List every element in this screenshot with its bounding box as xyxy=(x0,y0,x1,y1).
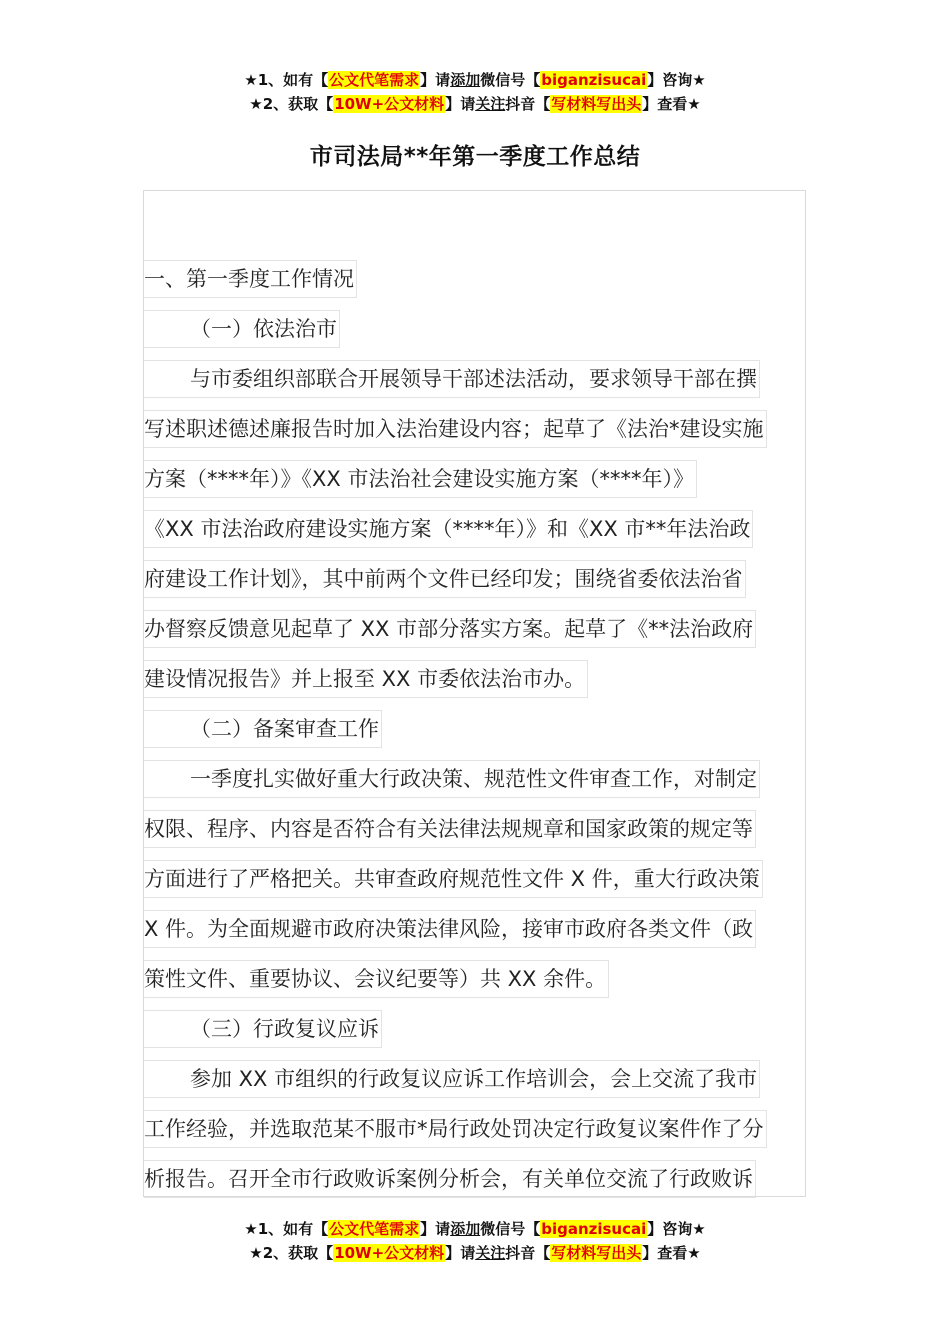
banner-line-2: ★2、获取【10W+公文材料】请关注抖音【写材料写出头】查看★ xyxy=(249,1244,701,1262)
highlight-douyin: 写材料写出头 xyxy=(551,95,642,113)
highlight-service: 公文代笔需求 xyxy=(329,1220,420,1238)
paragraph-line: 工作经验，并选取范某不服市*局行政处罚决定行政复议案件作了分 xyxy=(144,1103,809,1153)
paragraph-line: 参加 XX 市组织的行政复议应诉工作培训会，会上交流了我市 xyxy=(144,1053,809,1103)
footer-banner xyxy=(0,1217,950,1265)
paragraph-line: 方面进行了严格把关。共审查政府规范性文件 X 件，重大行政决策 xyxy=(144,853,809,903)
subsection-heading: （三）行政复议应诉 xyxy=(144,1003,809,1053)
paragraph-line: 一季度扎实做好重大行政决策、规范性文件审查工作，对制定 xyxy=(144,753,809,803)
banner-line-1: ★1、如有【公文代笔需求】请添加微信号【biganzisucai】咨询★ xyxy=(244,1220,706,1238)
highlight-materials: 10W+公文材料 xyxy=(334,1244,445,1262)
section-heading: 一、第一季度工作情况 xyxy=(144,253,809,303)
document-body xyxy=(144,253,809,1203)
paragraph-line: X 件。为全面规避市政府决策法律风险，接审市政府各类文件（政 xyxy=(144,903,809,953)
banner-line-1: ★1、如有【公文代笔需求】请添加微信号【biganzisucai】咨询★ xyxy=(244,71,706,89)
paragraph-line: 建设情况报告》并上报至 XX 市委依法治市办。 xyxy=(144,653,809,703)
paragraph-line: 办督察反馈意见起草了 XX 市部分落实方案。起草了《**法治政府 xyxy=(144,603,809,653)
paragraph-line: 方案（****年）》《XX 市法治社会建设实施方案（****年）》 xyxy=(144,453,809,503)
paragraph-line: 析报告。召开全市行政败诉案例分析会，有关单位交流了行政败诉 xyxy=(144,1153,809,1203)
subsection-heading: （一）依法治市 xyxy=(144,303,809,353)
paragraph-line: 《XX 市法治政府建设实施方案（****年）》和《XX 市**年法治政 xyxy=(144,503,809,553)
paragraph-line: 与市委组织部联合开展领导干部述法活动，要求领导干部在撰 xyxy=(144,353,809,403)
paragraph-line: 策性文件、重要协议、会议纪要等）共 XX 余件。 xyxy=(144,953,809,1003)
highlight-wechat-id: biganzisucai xyxy=(541,71,647,89)
subsection-heading: （二）备案审查工作 xyxy=(144,703,809,753)
paragraph-line: 府建设工作计划》，其中前两个文件已经印发；围绕省委依法治省 xyxy=(144,553,809,603)
paragraph-line: 写述职述德述廉报告时加入法治建设内容；起草了《法治*建设实施 xyxy=(144,403,809,453)
highlight-materials: 10W+公文材料 xyxy=(334,95,445,113)
highlight-douyin: 写材料写出头 xyxy=(551,1244,642,1262)
page-title: 市司法局**年第一季度工作总结 xyxy=(309,144,641,170)
paragraph-line: 权限、程序、内容是否符合有关法律法规规章和国家政策的规定等 xyxy=(144,803,809,853)
banner-line-2: ★2、获取【10W+公文材料】请关注抖音【写材料写出头】查看★ xyxy=(249,95,701,113)
highlight-wechat-id: biganzisucai xyxy=(541,1220,647,1238)
header-banner xyxy=(0,68,950,116)
highlight-service: 公文代笔需求 xyxy=(329,71,420,89)
